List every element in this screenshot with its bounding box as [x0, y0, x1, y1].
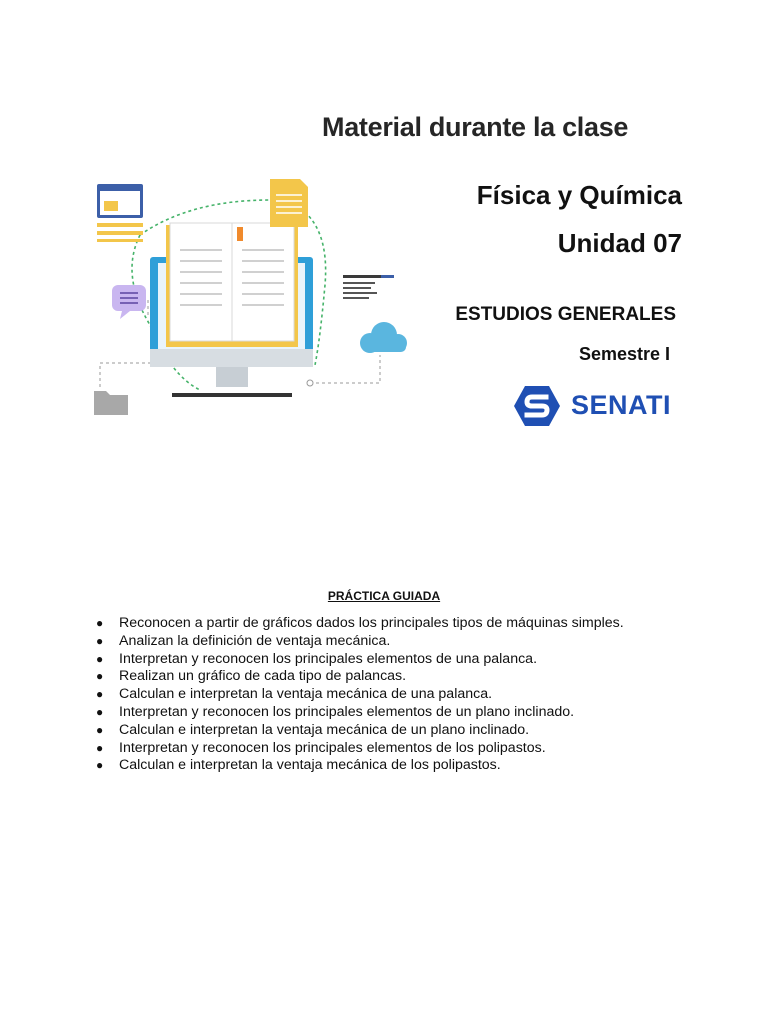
- list-item: ● Interpretan y reconocen los principales elementos de una palanca.: [96, 650, 538, 667]
- list-item: ● Calculan e interpretan la ventaja mecánica de una palanca.: [96, 686, 493, 703]
- classroom-illustration: [80, 165, 420, 435]
- text-lines-icon: [343, 275, 394, 299]
- course-title: Física y Química: [476, 180, 682, 210]
- folder-icon: [94, 391, 128, 415]
- practice-heading: PRÁCTICA GUIADA: [327, 589, 441, 603]
- chat-bubble-icon: [112, 285, 146, 319]
- unit-title: Unidad 07: [557, 228, 682, 258]
- document-icon: [270, 179, 308, 227]
- list-item: ● Calculan e interpretan la ventaja mecánica de los polipastos.: [96, 757, 501, 774]
- list-item: ● Interpretan y reconocen los principales elementos de un plano inclinado.: [96, 703, 575, 720]
- semester-label: Semestre I: [578, 344, 670, 364]
- list-item: ● Calculan e interpretan la ventaja mecánica de un plano inclinado.: [96, 721, 530, 738]
- browser-window-icon: [97, 184, 143, 242]
- department-label: ESTUDIOS GENERALES: [455, 304, 676, 325]
- cloud-icon: [360, 322, 407, 353]
- page-title: Material durante la clase: [322, 112, 629, 142]
- senati-logo: [513, 384, 673, 428]
- list-item: ● Analizan la definición de ventaja mecánica.: [96, 632, 391, 649]
- senati-emblem-icon: [513, 384, 561, 428]
- open-book-icon: [166, 223, 298, 347]
- practice-task-list: [96, 615, 736, 775]
- list-item: ● Realizan un gráfico de cada tipo de palancas.: [96, 668, 407, 685]
- senati-logo-text: SENATI: [571, 390, 672, 420]
- list-item: ● Interpretan y reconocen los principales elementos de los polipastos.: [96, 739, 546, 756]
- list-item: ● Reconocen a partir de gráficos dados los principales tipos de máquinas simples.: [96, 615, 624, 631]
